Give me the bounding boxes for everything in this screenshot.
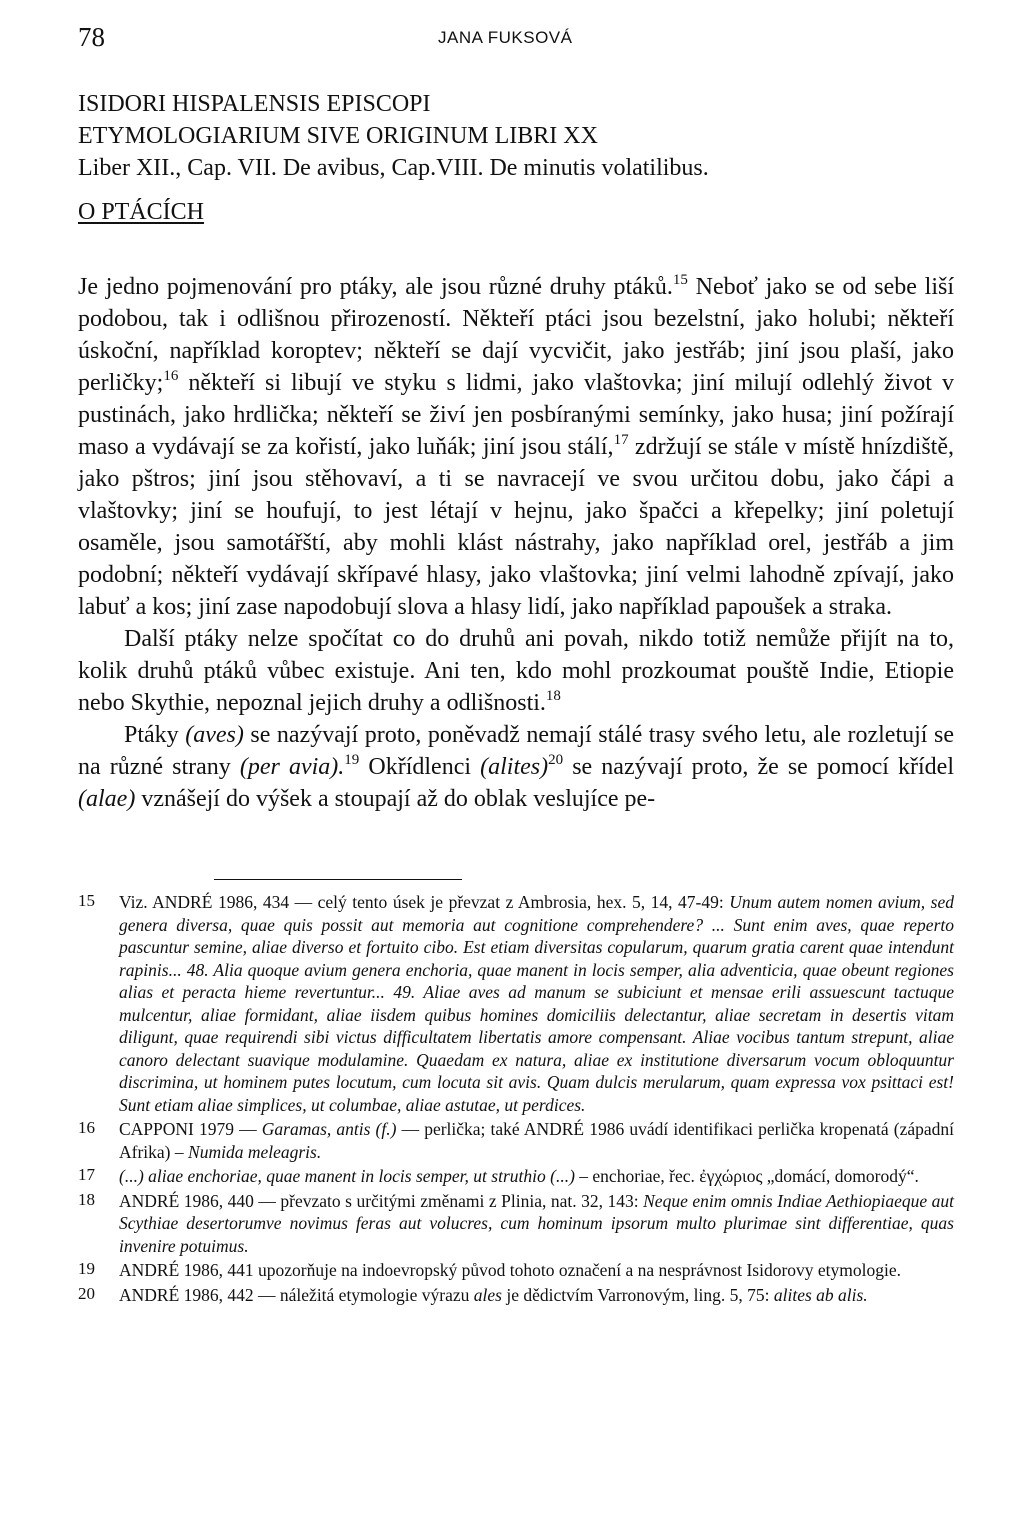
footnote-20 [78,1284,954,1307]
footnote-text: — perlička; také ANDRÉ 1986 uvádí identifikaci perlička kropenatá (západní Afrika) – [119,1119,954,1162]
text-run: Je jedno pojmenování pro ptáky, ale jsou různé druhy ptáků. [78,274,673,300]
footnote-text: ANDRÉ 1986, 441 upozorňuje na indoevropský původ tohoto označení a na nesprávnost Isidorovy etymologie. [119,1260,902,1280]
text-run: někteří si libují ve styku s lidmi, jako vlaštovka; jiní milují odlehlý život v pustinách, jako hrdlička; někteří se živí jen posbíranými semínky, jako husa; jiní požírají maso a vydávají se za kořistí, jako luňák; jiní jsou stálí, [78,370,954,460]
text-run: Neboť jako se od sebe liší podobou, tak i odlišnou přirozeností. Někteří ptáci jsou bezelstní, jako holubi; někteří úskoční, například koroptev; někteří se dají vycvičit, jako jestřáb; jiní jsou plaší, jako perličky; [78,274,954,396]
section-heading: O PTÁCÍCH [78,199,205,225]
footnote-quote: Unum autem nomen avium, sed genera diversa, quae quis possit aut memoria aut cognitione comprehendere? ... Sunt enim aves, quae reperto pascuntur semine, aliae diverso et fortuito cibo. Est etiam diversitas copularum, quarum gratia carent quae intendunt rapinis... 48. Alia quoque avium genera enchoria, quae manent in locis semper, alia adventicia, quae obeunt regiones alias et peracta hieme revertuntur... 49. Aliae aves ad manum se subiciunt et mensae erili assuescunt tactuque mulcentur, aliae formidant, aliae iisdem quibus homines domiciliis delectantur, aliae secretam in desertis vitam diligunt, quae requirendi sibi victus difficultatem libertatis amore compensant. Aliae vocibus tantum strepunt, aliae canoro delectant suavique modulamine. Quaedam ex natura, aliae ex institutione diversarum vocum obloquuntur discrimina, ut hominem putes locutum, cum locuta sit avis. Quam dulcis merularum, quam expressa vox psittaci est! Sunt etiam aliae simplices, ut columbae, aliae astutae, ut perdices. [119,892,955,1115]
footnote-ref-17: 17 [613,432,629,448]
title-line-3: Liber XII., Cap. VII. De avibus, Cap.VIII. De minutis volatilibus. [78,155,709,181]
footnote-text: ANDRÉ 1986, 440 — převzato s určitými změnami z Plinia, nat. 32, 143: [119,1190,644,1211]
footnote-16 [78,1118,954,1163]
source-title [78,88,948,184]
latin-term: (alites) [480,754,549,780]
footnote-18 [78,1190,954,1258]
footnote-ref-15: 15 [672,272,688,288]
latin-term: (alae) [78,786,136,812]
footnote-number: 16 [78,1118,95,1137]
footnote-quote: alites ab alis. [773,1284,868,1305]
footnotes [78,891,954,1308]
page-header [78,22,948,52]
footnote-quote: ales [473,1284,502,1305]
footnote-text: ANDRÉ 1986, 442 — náležitá etymologie výrazu [119,1284,474,1305]
footnote-ref-16: 16 [163,368,179,384]
main-text [78,271,954,815]
latin-term: (per avia). [239,754,345,780]
text-run: Další ptáky nelze spočítat co do druhů ani povah, nikdo totiž nemůže přijít na to, kolik druhů ptáků vůbec existuje. Ani ten, kdo mohl prozkoumat pouště Indie, Etiopie nebo Skythie, nepoznal jejich druhy a odlišnosti. [78,626,954,716]
footnote-number: 18 [78,1189,95,1209]
footnote-ref-19: 19 [344,752,360,768]
footnote-number: 17 [78,1165,95,1184]
footnote-text: Viz. ANDRÉ 1986, 434 — celý tento úsek je převzat z Ambrosia, hex. 5, 14, 47-49: [119,892,730,912]
footnote-number: 20 [78,1283,95,1303]
footnote-ref-20: 20 [548,752,564,768]
latin-term: (aves) [185,722,244,748]
footnote-quote: Garamas, antis (f.) [261,1119,397,1139]
text-run: se nazývají proto, že se pomocí křídel [563,754,954,780]
text-run: se nazývají proto, poněvadž nemají stálé trasy svého letu, ale rozletují se na různé strany [78,722,954,780]
footnote-separator [214,879,462,880]
title-line-1: ISIDORI HISPALENSIS EPISCOPI [78,91,431,117]
footnote-17 [78,1165,954,1188]
title-line-2: ETYMOLOGIARIUM SIVE ORIGINUM LIBRI XX [78,123,598,149]
footnote-15 [78,891,954,1116]
text-run: vznášejí do výšek a stoupají až do oblak veslujíce pe- [135,786,656,812]
footnote-quote: Neque enim omnis Indiae Aethiopiaeque aut Scythiae desertorumve novimus feras aut volucres, cum hominum ipsorum multo plurimae sint differentiae, quas invenire potuimus. [119,1190,954,1256]
footnote-ref-18: 18 [545,688,561,704]
footnote-19 [78,1259,954,1282]
page-number: 78 [78,22,105,52]
footnote-quote: Numida meleagris. [188,1141,322,1162]
running-head-author: JANA FUKSOVÁ [438,28,573,47]
text-run: Ptáky [124,722,186,748]
text-run: zdržují se stále v místě hnízdiště, jako pštros; jiní jsou stěhovaví, a ti se navracejí ve svou určitou dobu, jako čápi a vlaštovky; jiní se houfují, to jest létají v hejnu, jako špačci a křepelky; jiní poletují osaměle, jsou samotářští, aby mohli klást nástrahy, jako například orel, jestřáb a jim podobní; někteří vydávají skřípavé hlasy, jako vlaštovka; jiní velmi lahodně zpívají, jako labuť a kos; jiní zase napodobují slova a hlasy lidí, jako například papoušek a straka. [78,434,955,620]
paragraph-1 [78,271,954,623]
paragraph-3 [78,719,954,815]
footnote-text: – enchoriae, řec. ἐγχώριος „domácí, domorodý“. [574,1166,919,1186]
footnote-quote: (...) aliae enchoriae, quae manent in locis semper, ut struthio (...) [119,1166,575,1186]
footnote-text: CAPPONI 1979 — [119,1119,262,1139]
footnote-number: 15 [78,891,95,910]
footnote-text: je dědictvím Varronovým, ling. 5, 75: [501,1284,774,1305]
footnote-number: 19 [78,1259,95,1278]
text-run: Okřídlenci [359,754,481,780]
paragraph-2 [78,623,954,719]
